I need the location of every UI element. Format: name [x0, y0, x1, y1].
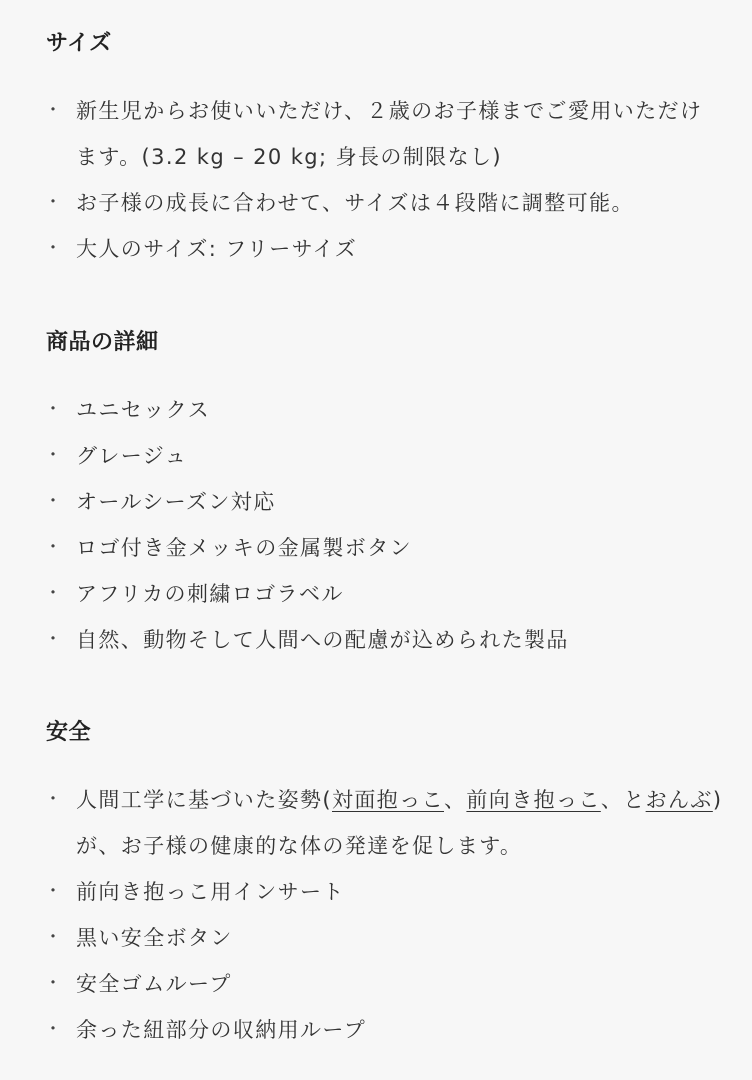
list-item: ・ 新生児からお使いいただけ、２歳のお子様までご愛用いただけます。(3.2 kg – 20 kg; 身長の制限なし)	[46, 88, 724, 180]
ergonomic-text-start: 人間工学に基づいた姿勢(	[76, 788, 332, 812]
front-facing-inward-link[interactable]: 対面抱っこ	[332, 788, 444, 812]
ergonomic-text-end: )が、お子様の健康的な体の発達を促します。	[76, 788, 723, 858]
list-item: ・ 自然、動物そして人間への配慮が込められた製品	[46, 617, 724, 663]
safety-heading: 安全	[46, 720, 92, 745]
details-heading: 商品の詳細	[46, 330, 159, 355]
separator-text: 、	[444, 788, 467, 812]
size-list	[46, 88, 724, 272]
details-list	[46, 387, 724, 663]
list-item: ・ 安全ゴムループ	[46, 961, 724, 1007]
list-item: ・ ユニセックス	[46, 387, 724, 433]
size-heading: サイズ	[46, 31, 112, 56]
list-item: ・ アフリカの刺繍ロゴラベル	[46, 571, 724, 617]
separator-text: 、と	[600, 788, 646, 812]
list-item: ・ 前向き抱っこ用インサート	[46, 869, 724, 915]
list-item	[46, 777, 724, 869]
list-item: ・ 余った紐部分の収納用ループ	[46, 1007, 724, 1053]
front-facing-outward-link[interactable]: 前向き抱っこ	[466, 788, 601, 812]
back-carry-link[interactable]: おんぶ	[645, 788, 713, 812]
list-item: ・ 黒い安全ボタン	[46, 915, 724, 961]
list-item: ・ お子様の成長に合わせて、サイズは４段階に調整可能。	[46, 180, 724, 226]
list-item: ・ ロゴ付き金メッキの金属製ボタン	[46, 525, 724, 571]
list-item: ・ グレージュ	[46, 433, 724, 479]
safety-list	[46, 777, 724, 1053]
list-item: ・ オールシーズン対応	[46, 479, 724, 525]
list-item: ・ 大人のサイズ: フリーサイズ	[46, 226, 724, 272]
